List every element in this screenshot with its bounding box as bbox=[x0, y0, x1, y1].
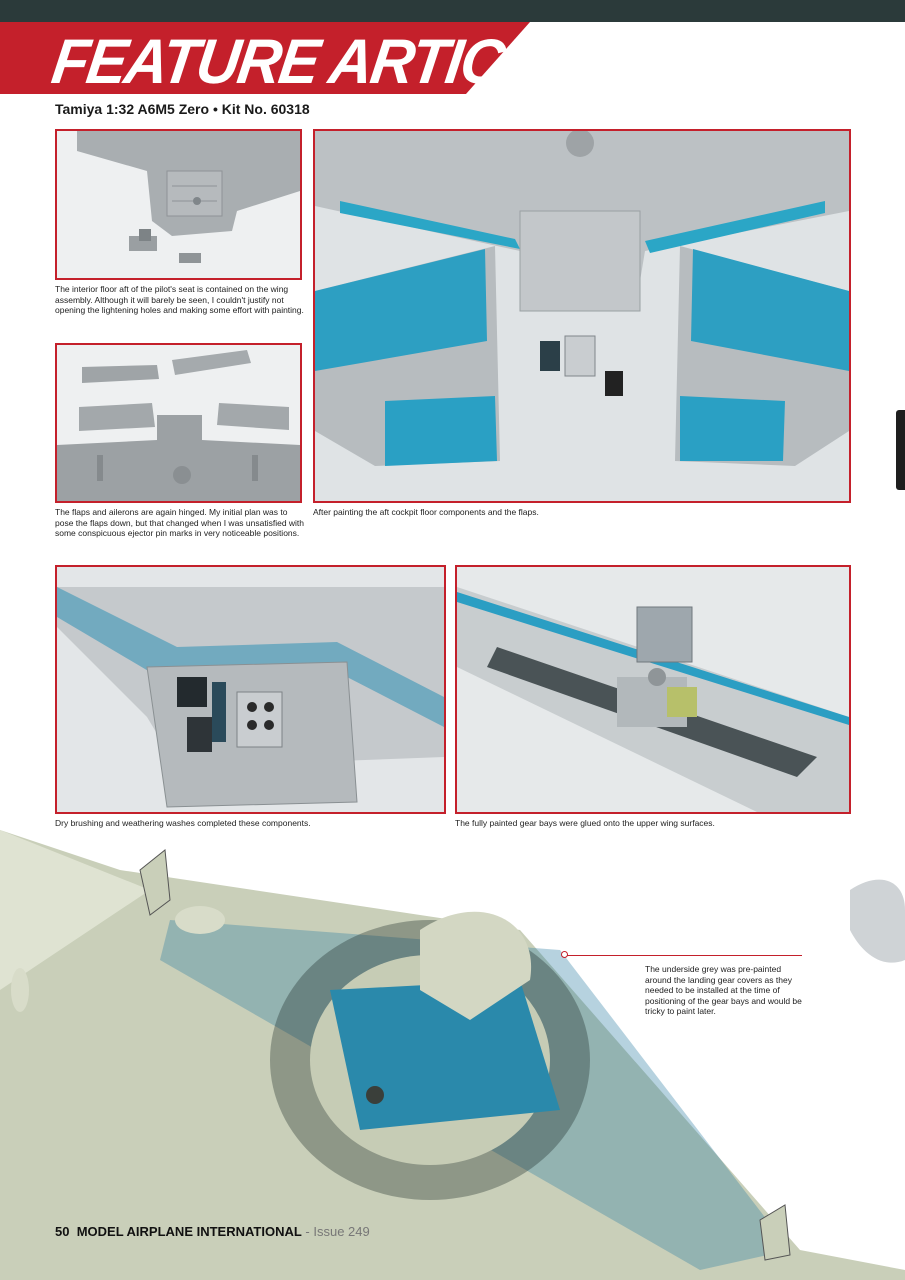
issue-number: - Issue 249 bbox=[301, 1224, 370, 1239]
caption-flaps: The flaps and ailerons are again hinged. My initial plan was to pose the flaps down, but that changed when I was unsatisfied with some conspicuous ejector pin marks in very noticeable positions. bbox=[55, 507, 305, 539]
photo-gear-bays bbox=[455, 565, 851, 814]
photo-interior-floor bbox=[55, 129, 302, 280]
photo-dry-brushing bbox=[55, 565, 446, 814]
caption-underside: The underside grey was pre-painted around the landing gear covers as they needed to be installed at the time of positioning of the gear bays and would be tricky to paint later. bbox=[645, 964, 802, 1017]
photo-aft-painted bbox=[313, 129, 851, 503]
caption-gear-bays: The fully painted gear bays were glued onto the upper wing surfaces. bbox=[455, 818, 715, 828]
callout-dot bbox=[561, 951, 568, 958]
magazine-name: MODEL AIRPLANE INTERNATIONAL bbox=[76, 1224, 302, 1239]
photo-flaps bbox=[55, 343, 302, 503]
caption-aft-painted: After painting the aft cockpit floor components and the flaps. bbox=[313, 507, 539, 517]
top-bar bbox=[0, 0, 905, 22]
kit-title: Tamiya 1:32 A6M5 Zero • Kit No. 60318 bbox=[55, 101, 310, 117]
callout-line bbox=[566, 955, 802, 956]
caption-floor: The interior floor aft of the pilot's seat is contained on the wing assembly. Although it will barely be seen, I couldn't justify not opening the lightening holes and making some effort with painting. bbox=[55, 284, 304, 316]
photo-underside-wing bbox=[0, 830, 905, 1280]
banner-title: FEATURE ARTICLE bbox=[47, 26, 580, 97]
page-edge-tab bbox=[896, 410, 905, 490]
page-footer bbox=[55, 1224, 370, 1239]
caption-dry-brushing: Dry brushing and weathering washes completed these components. bbox=[55, 818, 311, 828]
page-number: 50 bbox=[55, 1224, 70, 1239]
